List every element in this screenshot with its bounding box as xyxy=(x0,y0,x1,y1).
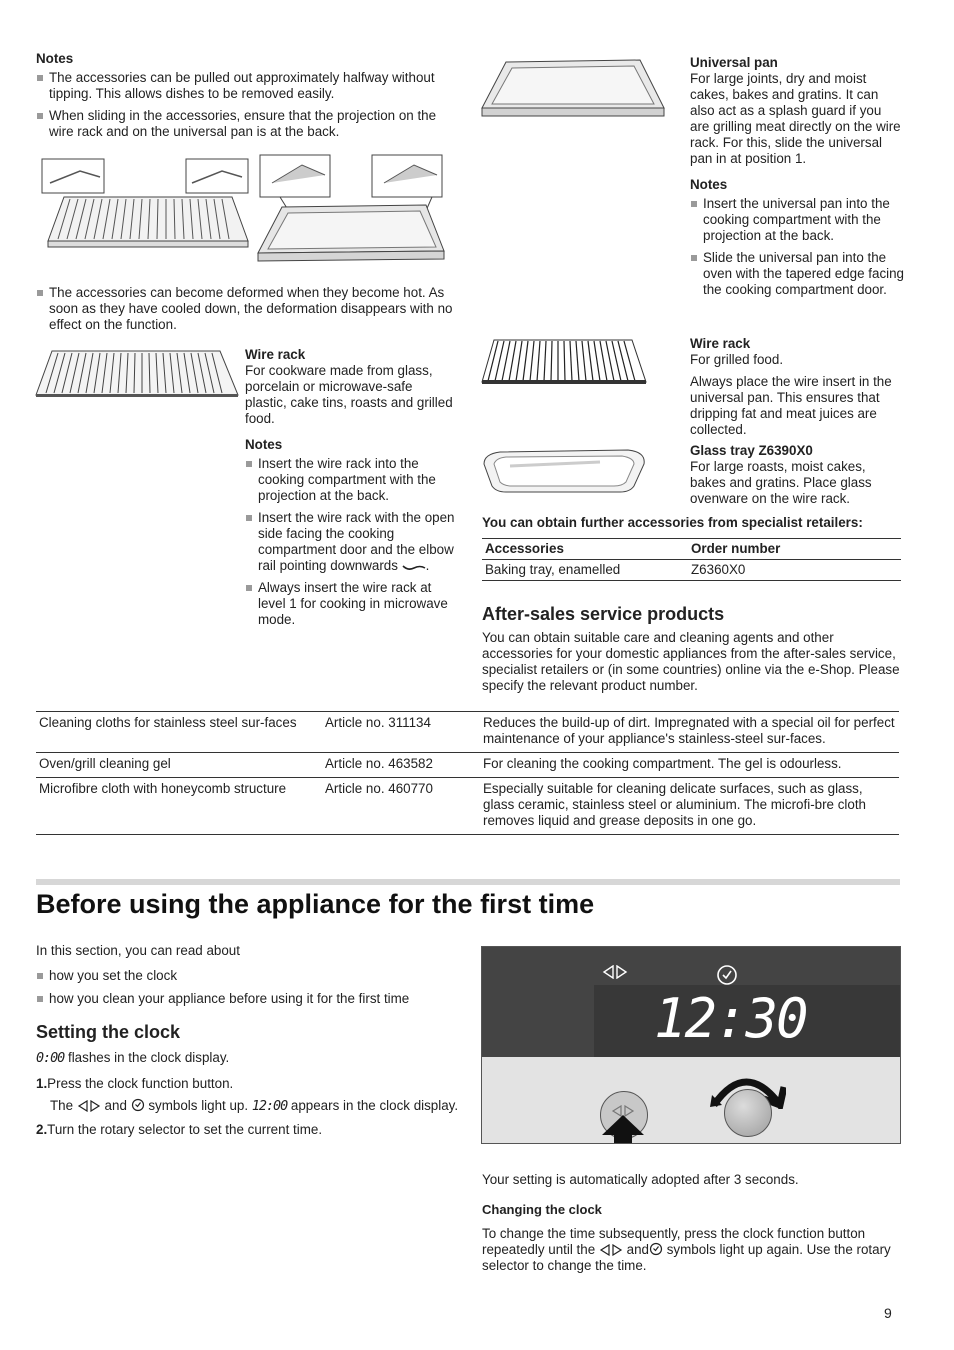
accessory-order-number: Z6360X0 xyxy=(691,562,746,577)
setting-clock-heading: Setting the clock xyxy=(36,1022,181,1042)
deform-note xyxy=(36,285,456,339)
step-text: Turn the rotary selector to set the current time. xyxy=(47,1122,323,1137)
wire-rack-title: Wire rack xyxy=(690,336,751,351)
further-accessories xyxy=(482,515,902,581)
wire-rack-use: For grilled food. xyxy=(690,352,784,367)
universal-pan-text xyxy=(690,55,904,304)
control-panel-illustration xyxy=(481,946,901,1144)
note-item: The accessories can become deformed when they become hot. As soon as they have cooled down, the deformation disappears with no effect on the function. xyxy=(36,285,456,333)
clock-code: 0:00 xyxy=(36,1051,65,1066)
accessory-name: Baking tray, enamelled xyxy=(485,562,621,577)
wire-rack-instructions: Always place the wire insert in the universal pan. This ensures that dripping fat and meat juices are collected. xyxy=(690,374,892,437)
step-sub: appears in the clock display. xyxy=(290,1098,459,1113)
step-sub: The xyxy=(50,1098,74,1113)
press-arrow-icon xyxy=(600,1113,646,1144)
product-article: Article no. 463582 xyxy=(325,756,433,771)
setting-clock xyxy=(36,1021,466,1138)
step-text: Press the clock function button. xyxy=(47,1076,234,1091)
glass-tray-text xyxy=(690,443,904,507)
accessories-table xyxy=(482,538,901,581)
section-intro xyxy=(36,943,466,1013)
product-article: Article no. 311134 xyxy=(325,715,431,730)
product-article: Article no. 460770 xyxy=(325,781,433,796)
col-accessories: Accessories xyxy=(485,541,564,556)
rotary-selector[interactable] xyxy=(724,1089,772,1137)
product-name: Cleaning cloths for stainless steel sur-faces xyxy=(39,715,297,730)
notes-heading: Notes xyxy=(36,51,74,66)
wire-rack-left-text xyxy=(245,347,455,634)
clock-arrows-icon xyxy=(602,965,628,979)
page-number: 9 xyxy=(884,1305,892,1321)
note-item: Always insert the wire rack at level 1 for cooking in microwave mode. xyxy=(245,580,455,628)
clock-arrows-icon xyxy=(77,1100,101,1112)
step-number: 1. xyxy=(36,1076,48,1091)
notes-top xyxy=(36,51,456,146)
service-products-table xyxy=(36,711,899,835)
changing-clock-heading: Changing the clock xyxy=(482,1202,602,1217)
list-item: how you clean your appliance before using it for the first time xyxy=(36,991,466,1007)
note-item: The accessories can be pulled out approximately halfway without tipping. This allows dishes to be removed easily. xyxy=(36,70,456,102)
flash-text: flashes in the clock display. xyxy=(67,1050,230,1065)
change-text: and xyxy=(626,1242,649,1257)
change-text: To change the time subsequently, press the clock function button repeatedly until the xyxy=(482,1226,866,1257)
product-description: For cleaning the cooking compartment. The gel is odourless. xyxy=(483,756,842,771)
aftersales-heading: After-sales service products xyxy=(482,604,725,624)
wire-rack-notes-heading: Notes xyxy=(245,437,283,452)
universal-pan-description: For large joints, dry and moist cakes, bakes and gratins. It can also act as a splash guard if you are grilling meat directly on the wire rack. For this, slide the universal pan in at position 1. xyxy=(690,71,901,166)
glass-tray-description: For large roasts, moist cakes, bakes and gratins. Place glass ovenware on the wire rack. xyxy=(690,459,872,506)
wire-rack-illustration xyxy=(34,347,240,401)
product-description: Reduces the build-up of dirt. Impregnated with a special oil for perfect maintenance of your appliance's stainless-steel sur-faces. xyxy=(483,715,895,746)
change-text: symbols light up again. Use the rotary selector to change the time. xyxy=(482,1242,891,1273)
step-sub: and xyxy=(104,1098,127,1113)
auto-adopt-text: Your setting is automatically adopted after 3 seconds. xyxy=(482,1172,799,1187)
note-item: Insert the wire rack with the open side facing the cooking compartment door and the elbow rail pointing downwards . xyxy=(245,510,455,574)
note-item: Slide the universal pan into the oven with the tapered edge facing the cooking compartment door. xyxy=(690,250,904,298)
accessory-insertion-illustration xyxy=(40,153,452,265)
product-name: Oven/grill cleaning gel xyxy=(39,756,171,771)
section-title: Before using the appliance for the first time xyxy=(36,889,595,919)
clock-arrows-icon xyxy=(599,1244,623,1256)
section-divider xyxy=(36,879,900,885)
step-number: 2. xyxy=(36,1122,48,1137)
table-row xyxy=(36,753,899,778)
wire-rack-description: For cookware made from glass, porcelain or microwave-safe plastic, cake tins, roasts and grilled food. xyxy=(245,363,453,426)
product-description: Especially suitable for cleaning delicate surfaces, such as glass, glass ceramic, stainless steel or aluminium. The microfi-bre cloth removes liquid and grease deposits in one go. xyxy=(483,781,867,828)
note-item: Insert the universal pan into the cooking compartment with the projection at the back. xyxy=(690,196,904,244)
table-row xyxy=(482,560,901,581)
further-accessories-heading: You can obtain further accessories from specialist retailers: xyxy=(482,515,863,530)
col-order-number: Order number xyxy=(691,541,781,556)
changing-clock xyxy=(482,1202,902,1274)
aftersales-description: You can obtain suitable care and cleaning agents and other accessories for your domestic appliances from the after-sales service, specialist retailers or (in some countries) online via the e-Shop. Please specify the relevant product number. xyxy=(482,630,900,693)
product-name: Microfibre cloth with honeycomb structure xyxy=(39,781,287,796)
universal-pan-illustration xyxy=(480,58,666,120)
clock-icon xyxy=(716,964,738,986)
table-row xyxy=(36,778,899,835)
wire-rack-illustration-right xyxy=(480,336,648,386)
wire-rack-right-text xyxy=(690,336,904,438)
clock-code: 12:00 xyxy=(251,1099,288,1114)
elbow-rail-icon xyxy=(402,564,426,572)
note-item: Insert the wire rack into the cooking compartment with the projection at the back. xyxy=(245,456,455,504)
clock-icon xyxy=(131,1098,145,1112)
list-item: how you set the clock xyxy=(36,968,466,984)
clock-display-time: 12:30 xyxy=(654,987,807,1050)
table-row xyxy=(36,712,899,753)
wire-rack-title: Wire rack xyxy=(245,347,306,362)
step-sub: symbols light up. xyxy=(148,1098,249,1113)
aftersales xyxy=(482,603,902,694)
universal-pan-title: Universal pan xyxy=(690,55,778,70)
note-item: When sliding in the accessories, ensure that the projection on the wire rack and on the universal pan is at the back. xyxy=(36,108,456,140)
glass-tray-title: Glass tray Z6390X0 xyxy=(690,443,813,458)
intro-text: In this section, you can read about xyxy=(36,943,240,958)
clock-icon xyxy=(649,1242,663,1256)
glass-tray-illustration xyxy=(480,446,648,496)
note-text: Insert the wire rack with the open side facing the cooking compartment door and the elbow rail pointing downwards xyxy=(258,510,455,573)
universal-pan-notes-heading: Notes xyxy=(690,177,728,192)
